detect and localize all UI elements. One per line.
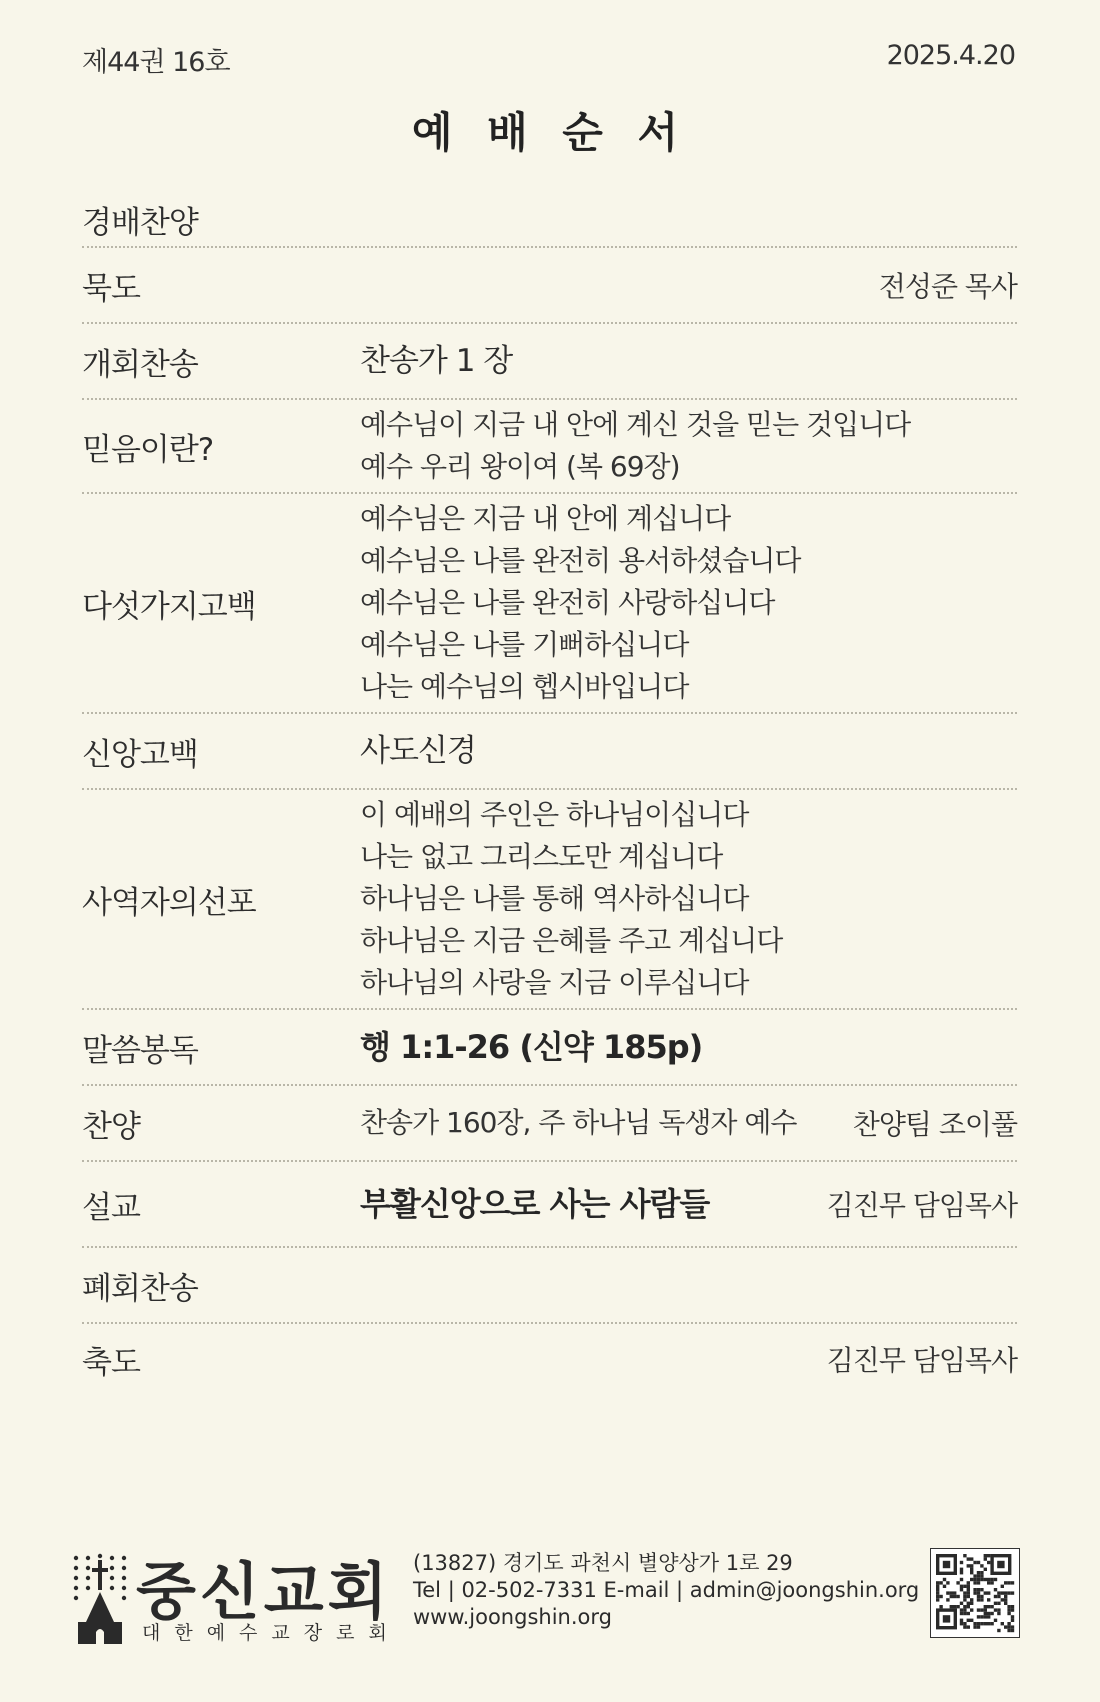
order-line: 하나님의 사랑을 지금 이루십니다: [360, 966, 749, 999]
order-label: 개회찬송: [82, 346, 198, 383]
order-leader: 찬양팀 조이풀: [852, 1108, 1017, 1141]
order-label: 다섯가지고백: [82, 588, 256, 625]
order-label: 찬양: [82, 1108, 140, 1145]
footer: [70, 1548, 1020, 1648]
order-leader: 전성준 목사: [878, 270, 1017, 303]
qr-code-icon[interactable]: [930, 1548, 1020, 1638]
phone-email: Tel | 02-502-7331 E-mail | admin@joongshin.org: [413, 1578, 920, 1602]
address: (13827) 경기도 과천시 별양상가 1로 29: [413, 1551, 793, 1575]
order-line: 예수님은 지금 내 안에 계십니다: [360, 502, 731, 535]
order-line: 사도신경: [360, 733, 476, 769]
order-line: 이 예배의 주인은 하나님이십니다: [360, 798, 749, 831]
order-label: 신앙고백: [82, 736, 198, 773]
order-label: 폐회찬송: [82, 1270, 198, 1307]
bulletin-date: 2025.4.20: [886, 40, 1015, 71]
page-title: 예 배 순 서: [411, 108, 689, 157]
order-row: [82, 324, 1017, 400]
order-row: [82, 1248, 1017, 1324]
order-line: 나는 예수님의 헵시바입니다: [360, 670, 689, 703]
order-line: 예수님은 나를 완전히 용서하셨습니다: [360, 544, 801, 577]
issue-number: 제44권 16호: [82, 47, 230, 78]
order-content: [360, 730, 1017, 772]
order-line: 나는 없고 그리스도만 계십니다: [360, 840, 723, 873]
contact-info: [413, 1550, 919, 1631]
order-row: [82, 494, 1017, 714]
order-row: [82, 1324, 1017, 1394]
order-line: 예수 우리 왕이여 (복 69장): [360, 450, 680, 483]
order-content: [360, 794, 1017, 1004]
order-row: [82, 248, 1017, 324]
order-label: 경배찬양: [82, 204, 198, 241]
order-row: [82, 192, 1017, 248]
order-content: [360, 498, 1017, 708]
order-line: 찬송가 1 장: [360, 343, 513, 379]
order-leader: 김진무 담임목사: [826, 1344, 1017, 1377]
church-logo-icon: [70, 1552, 130, 1646]
order-line: 예수님은 나를 기뻐하십니다: [360, 628, 689, 661]
order-label: 설교: [82, 1189, 140, 1226]
order-row: [82, 400, 1017, 494]
order-line: 하나님은 지금 은혜를 주고 계십니다: [360, 924, 783, 957]
church-name: 중신교회: [136, 1555, 392, 1628]
website-link[interactable]: www.joongshin.org: [413, 1605, 612, 1629]
order-line: 하나님은 나를 통해 역사하십니다: [360, 882, 749, 915]
order-label: 말씀봉독: [82, 1032, 198, 1069]
order-label: 묵도: [82, 270, 140, 307]
order-leader: 김진무 담임목사: [826, 1189, 1017, 1222]
worship-order-list: [82, 192, 1017, 1394]
order-line: 행 1:1-26 (신약 185p): [360, 1028, 703, 1066]
order-row: [82, 790, 1017, 1010]
order-row: [82, 1086, 1017, 1162]
order-row: [82, 714, 1017, 790]
order-row: [82, 1162, 1017, 1248]
order-label: 믿음이란?: [82, 431, 214, 468]
order-content: [360, 404, 1017, 488]
denomination: 대한예수교장로회: [142, 1622, 401, 1644]
order-content: [360, 1026, 1017, 1068]
order-line: 부활신앙으로 사는 사람들: [360, 1185, 710, 1223]
order-label: 축도: [82, 1344, 140, 1381]
order-line: 예수님은 나를 완전히 사랑하십니다: [360, 586, 775, 619]
order-row: [82, 1010, 1017, 1086]
order-line: 예수님이 지금 내 안에 계신 것을 믿는 것입니다: [360, 408, 911, 441]
order-line: 찬송가 160장, 주 하나님 독생자 예수: [360, 1106, 797, 1139]
order-label: 사역자의선포: [82, 884, 256, 921]
order-content: [360, 340, 1017, 382]
